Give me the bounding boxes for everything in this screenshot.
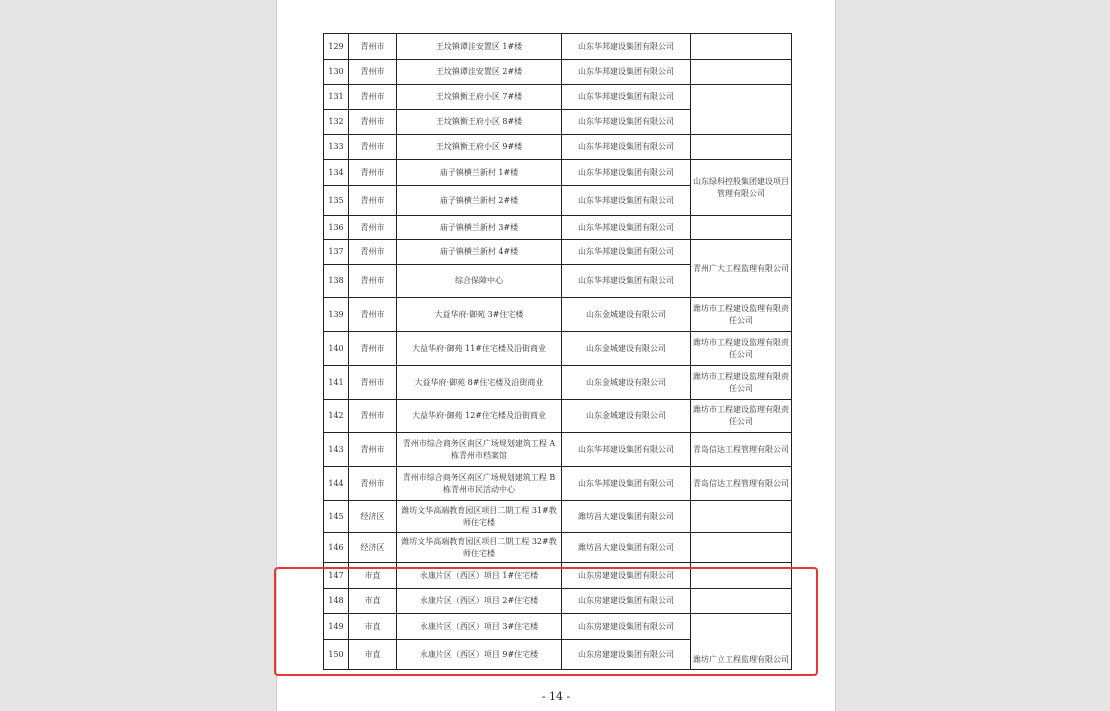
row-project: 大益华府·御苑 3#住宅楼 (397, 298, 562, 332)
row-builder: 山东金城建设有限公司 (562, 298, 691, 332)
row-project: 庙子镇横兰新村 3#楼 (397, 216, 562, 240)
row-supervisor: 潍坊广立工程监理有限公司 (691, 614, 792, 670)
row-project: 永康片区（西区）项目 9#住宅楼 (397, 640, 562, 670)
row-supervisor: 青岛信达工程管理有限公司 (691, 433, 792, 467)
table-row (324, 589, 792, 614)
row-supervisor (691, 216, 792, 240)
row-area: 市直 (349, 563, 397, 589)
table-row (324, 614, 792, 640)
table-row (324, 216, 792, 240)
row-builder: 山东华邦建设集团有限公司 (562, 110, 691, 135)
row-area: 青州市 (349, 110, 397, 135)
row-supervisor (691, 533, 792, 563)
table-row (324, 332, 792, 366)
row-area: 青州市 (349, 366, 397, 400)
table-row (324, 366, 792, 400)
table-row (324, 433, 792, 467)
table-row (324, 135, 792, 160)
row-number: 134 (324, 160, 349, 186)
row-area: 青州市 (349, 160, 397, 186)
row-builder: 山东华邦建设集团有限公司 (562, 265, 691, 298)
row-supervisor: 潍坊市工程建设监理有限责任公司 (691, 366, 792, 400)
row-project: 青州市综合商务区南区广场规划建筑工程 B 栋青州市民活动中心 (397, 467, 562, 501)
row-number: 141 (324, 366, 349, 400)
row-builder: 潍坊昌大建设集团有限公司 (562, 533, 691, 563)
row-supervisor: 青岛信达工程管理有限公司 (691, 467, 792, 501)
row-number: 135 (324, 186, 349, 216)
row-builder: 山东房建建设集团有限公司 (562, 614, 691, 640)
row-number: 147 (324, 563, 349, 589)
row-project: 王坟镇衡王府小区 8#楼 (397, 110, 562, 135)
row-project: 永康片区（西区）项目 3#住宅楼 (397, 614, 562, 640)
row-number: 139 (324, 298, 349, 332)
row-supervisor (691, 34, 792, 60)
table-row (324, 533, 792, 563)
row-number: 137 (324, 240, 349, 265)
row-number: 146 (324, 533, 349, 563)
row-area: 经济区 (349, 501, 397, 533)
row-supervisor: 青州广大工程监理有限公司 (691, 240, 792, 298)
row-number: 148 (324, 589, 349, 614)
row-builder: 山东华邦建设集团有限公司 (562, 467, 691, 501)
row-supervisor: 山东绿科控股集团建设项目管理有限公司 (691, 160, 792, 216)
row-builder: 山东华邦建设集团有限公司 (562, 85, 691, 110)
row-project: 庙子镇横兰新村 2#楼 (397, 186, 562, 216)
row-supervisor (691, 85, 792, 135)
row-project: 庙子镇横兰新村 4#楼 (397, 240, 562, 265)
row-project: 大益华府·御苑 11#住宅楼及沿街商业 (397, 332, 562, 366)
row-builder: 山东金城建设有限公司 (562, 366, 691, 400)
row-number: 133 (324, 135, 349, 160)
row-builder: 山东房建建设集团有限公司 (562, 640, 691, 670)
row-area: 市直 (349, 614, 397, 640)
row-number: 132 (324, 110, 349, 135)
row-number: 129 (324, 34, 349, 60)
row-supervisor (691, 60, 792, 85)
row-area: 青州市 (349, 135, 397, 160)
row-number: 142 (324, 400, 349, 433)
row-number: 145 (324, 501, 349, 533)
table-row (324, 467, 792, 501)
row-supervisor: 潍坊市工程建设监理有限责任公司 (691, 400, 792, 433)
row-project: 王坟镇衡王府小区 7#楼 (397, 85, 562, 110)
table-row (324, 34, 792, 60)
row-number: 150 (324, 640, 349, 670)
row-builder: 山东华邦建设集团有限公司 (562, 186, 691, 216)
row-area: 市直 (349, 640, 397, 670)
row-area: 青州市 (349, 60, 397, 85)
row-number: 149 (324, 614, 349, 640)
table-row (324, 501, 792, 533)
row-supervisor (691, 501, 792, 533)
row-builder: 山东华邦建设集团有限公司 (562, 433, 691, 467)
row-project: 大益华府·御苑 12#住宅楼及沿街商业 (397, 400, 562, 433)
row-number: 143 (324, 433, 349, 467)
row-project: 永康片区（西区）项目 1#住宅楼 (397, 563, 562, 589)
row-supervisor (691, 589, 792, 614)
row-project: 青州市综合商务区南区广场规划建筑工程 A 栋青州市档案馆 (397, 433, 562, 467)
table-row (324, 563, 792, 589)
row-area: 青州市 (349, 85, 397, 110)
row-number: 130 (324, 60, 349, 85)
row-supervisor (691, 135, 792, 160)
table-row (324, 60, 792, 85)
row-builder: 潍坊昌大建设集团有限公司 (562, 501, 691, 533)
row-builder: 山东华邦建设集团有限公司 (562, 60, 691, 85)
row-number: 140 (324, 332, 349, 366)
row-area: 青州市 (349, 298, 397, 332)
row-number: 144 (324, 467, 349, 501)
table-row (324, 298, 792, 332)
row-project: 庙子镇横兰新村 1#楼 (397, 160, 562, 186)
project-table (323, 33, 792, 670)
row-area: 市直 (349, 589, 397, 614)
document-page (276, 0, 836, 711)
table-row (324, 240, 792, 265)
row-supervisor: 潍坊市工程建设监理有限责任公司 (691, 332, 792, 366)
row-builder: 山东房建建设集团有限公司 (562, 589, 691, 614)
row-project: 潍坊文华高端教育园区项目二期工程 31#教师住宅楼 (397, 501, 562, 533)
row-area: 青州市 (349, 332, 397, 366)
row-project: 大益华府·御苑 8#住宅楼及沿街商业 (397, 366, 562, 400)
row-project: 潍坊文华高端教育园区项目二期工程 32#教师住宅楼 (397, 533, 562, 563)
row-builder: 山东华邦建设集团有限公司 (562, 240, 691, 265)
row-area: 青州市 (349, 265, 397, 298)
row-number: 138 (324, 265, 349, 298)
row-project: 综合保障中心 (397, 265, 562, 298)
table-row (324, 400, 792, 433)
row-area: 青州市 (349, 186, 397, 216)
row-builder: 山东房建建设集团有限公司 (562, 563, 691, 589)
table-row (324, 160, 792, 186)
row-project: 王坟镇谭洼安置区 1#楼 (397, 34, 562, 60)
row-area: 青州市 (349, 433, 397, 467)
row-builder: 山东金城建设有限公司 (562, 400, 691, 433)
row-builder: 山东华邦建设集团有限公司 (562, 216, 691, 240)
row-project: 王坟镇谭洼安置区 2#楼 (397, 60, 562, 85)
row-builder: 山东华邦建设集团有限公司 (562, 135, 691, 160)
row-supervisor: 潍坊市工程建设监理有限责任公司 (691, 298, 792, 332)
row-number: 131 (324, 85, 349, 110)
row-area: 青州市 (349, 34, 397, 60)
page-number: - 14 - (541, 690, 571, 703)
row-project: 王坟镇衡王府小区 9#楼 (397, 135, 562, 160)
table-row (324, 85, 792, 110)
row-builder: 山东华邦建设集团有限公司 (562, 160, 691, 186)
row-area: 青州市 (349, 216, 397, 240)
row-supervisor (691, 563, 792, 589)
row-area: 青州市 (349, 467, 397, 501)
row-area: 青州市 (349, 240, 397, 265)
row-builder: 山东华邦建设集团有限公司 (562, 34, 691, 60)
row-builder: 山东金城建设有限公司 (562, 332, 691, 366)
row-project: 永康片区（西区）项目 2#住宅楼 (397, 589, 562, 614)
row-number: 136 (324, 216, 349, 240)
row-area: 经济区 (349, 533, 397, 563)
row-area: 青州市 (349, 400, 397, 433)
